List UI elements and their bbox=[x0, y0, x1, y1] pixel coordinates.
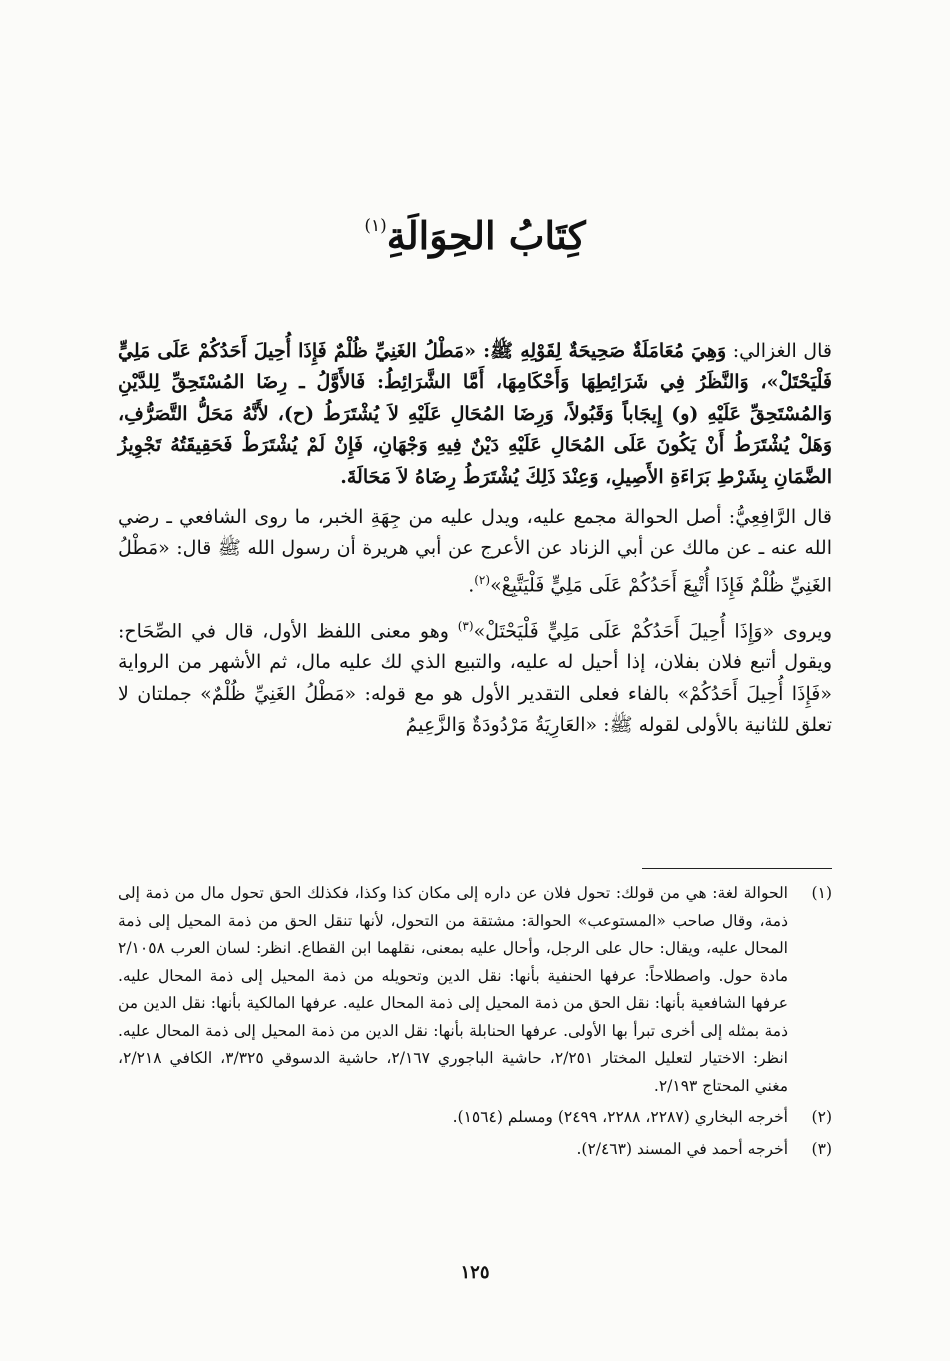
paragraph-rafii-text: أصل الحوالة مجمع عليه، ويدل عليه من جِهَةِ الخبر، ما روى الشافعي ـ رضي الله عنه ـ عن مالك عن أبي الزناد عن الأعرج عن أبي هريرة أن رسول الله ﷺ قال: «مَطْلُ الغَنِيِّ ظُلْمٌ فَإِذَا أُتْبِعَ أَحَدُكُمْ عَلَى مَلِيٍّ فَلْيَتَّبِعْ» bbox=[118, 506, 832, 597]
footnote-divider bbox=[642, 868, 832, 869]
footnote-ref-3: (٣) bbox=[457, 618, 474, 633]
footnote-text: أخرجه البخاري (٢٢٨٧، ٢٢٨٨، ٢٤٩٩) ومسلم (١٥٦٤). bbox=[452, 1108, 788, 1126]
paragraph-ghazali bbox=[118, 336, 832, 493]
paragraph-riwaya-start: ويروى «وَإِذَا أُحِيلَ أَحَدُكُمْ عَلَى مَلِيٍّ فَلْيَحْتَلْ» bbox=[473, 619, 832, 642]
paragraph-ghazali-label: قال الغزالي: bbox=[732, 340, 832, 362]
footnote-number: (١) bbox=[811, 884, 832, 902]
footnote-ref-2: (٢) bbox=[474, 572, 491, 587]
footnote-item bbox=[118, 880, 832, 1100]
title-footnote-marker: (١) bbox=[364, 216, 387, 236]
footnote-text: أخرجه أحمد في المسند (٢/٤٦٣). bbox=[576, 1139, 788, 1158]
chapter-title bbox=[0, 196, 950, 266]
paragraph-riwaya bbox=[118, 611, 832, 742]
footnotes bbox=[118, 880, 832, 1167]
paragraph-rafii-end: . bbox=[468, 574, 475, 597]
paragraph-rafii-label: قال الرَّافِعِيُّ: bbox=[728, 506, 832, 529]
footnote-text: الحوالة لغة: هي من قولك: تحول فلان عن داره إلى مكان كذا وكذا، فكذلك الحق تحول مال من ذمة إلى ذمة، وقال صاحب «المستوعب» الحوالة: مشتقة من التحول، لأنها تنقل الحق من ذمة المحيل إلى ذمة المحال عليه، ويقال: حال على الرجل، وأحال عليه بمعنى، نقلهما ابن القطاع. انظر: لسان العرب ٢/١٠٥٨ مادة حول. واصطلاحاً: عرفها الحنفية بأنها: نقل الدين وتحويله من ذمة المحيل إلى ذمة المحال عليه. عرفها الشافعية بأنها: نقل الحق من ذمة المحيل إلى ذمة المحال عليه. عرفها المالكية بأنها: نقل الدين من ذمة بمثله إلى أخرى تبرأ بها الأولى. عرفها الحنابلة بأنها: نقل الدين من ذمة المحيل إلى ذمة المحال عليه. انظر: الاختيار لتعليل المختار ٢/٢٥١، حاشية الباجوري ٢/١٦٧، حاشية الدسوقي ٣/٣٢٥، الكافي ٢/٢١٨، مغني المحتاج ٢/١٩٣. bbox=[118, 884, 788, 1095]
paragraph-rafii bbox=[118, 502, 832, 602]
footnote-number: (٢) bbox=[811, 1108, 832, 1126]
footnote-item bbox=[118, 1136, 832, 1164]
paragraph-riwaya-text: وهو معنى اللفظ الأول، قال في الصِّحَاح: ويقول أتبع فلان بفلان، إذا أحيل له عليه، والتبيع الذي لك عليه مال، ثم الأشهر من الرواية «فَإِذَا أُحِيلَ أَحَدُكُمْ» بالفاء فعلى التقدير الأول هو مع قوله: «مَطْلُ الغَنِيِّ ظُلْمٌ» جملتان لا تعلق للثانية بالأولى لقوله ﷺ: «العَارِيَةُ مَرْدُودَةٌ وَالزَّعِيمُ bbox=[118, 619, 832, 737]
page-number: ١٢٥ bbox=[460, 1262, 490, 1283]
footnote-item bbox=[118, 1104, 832, 1132]
chapter-title-text: كِتَابُ الحِوَالَةِ bbox=[386, 213, 586, 258]
paragraph-ghazali-text: وَهِيَ مُعَامَلَةٌ صَحِيحَةٌ لِقَوْلِهِ ﷺ: «مَطْلُ الغَنِيِّ ظُلْمٌ فَإِذَا أُحِيلَ أَحَدُكُمْ عَلَى مَلِيٍّ فَلْيَحْتَلْ»، وَالنَّظَرُ فِي شَرَائِطِهَا وَأَحْكَامِهَا، أَمَّا الشَّرَائِطُ: فَالأَوَّلُ ـ رِضَا المُسْتَحِقِّ لِلدَّيْنِ وَالمُسْتَحِقِّ عَلَيْهِ (و) إِيجَاباً وَقَبُولاً، وَرِضَا المُحَالِ عَلَيْهِ لاَ يُشْتَرَطُ (ح)، لأَنَّهُ مَحَلُّ التَّصَرُّفِ، وَهَلْ يُشْتَرَطُ أَنْ يَكُونَ عَلَى المُحَالِ عَلَيْهِ دَيْنٌ فِيهِ وَجْهَانِ، فَإِنْ لَمْ يُشْتَرَطْ فَحَقِيقَتُهُ تَجْوِيزُ الضَّمَانِ بِشَرْطِ بَرَاءَةِ الأَصِيلِ، وَعِنْدَ ذَلِكَ يُشْتَرَطُ رِضَاهُ لاَ مَحَالَةَ. bbox=[118, 340, 832, 488]
footnote-number: (٣) bbox=[811, 1139, 832, 1158]
main-text bbox=[118, 336, 832, 751]
